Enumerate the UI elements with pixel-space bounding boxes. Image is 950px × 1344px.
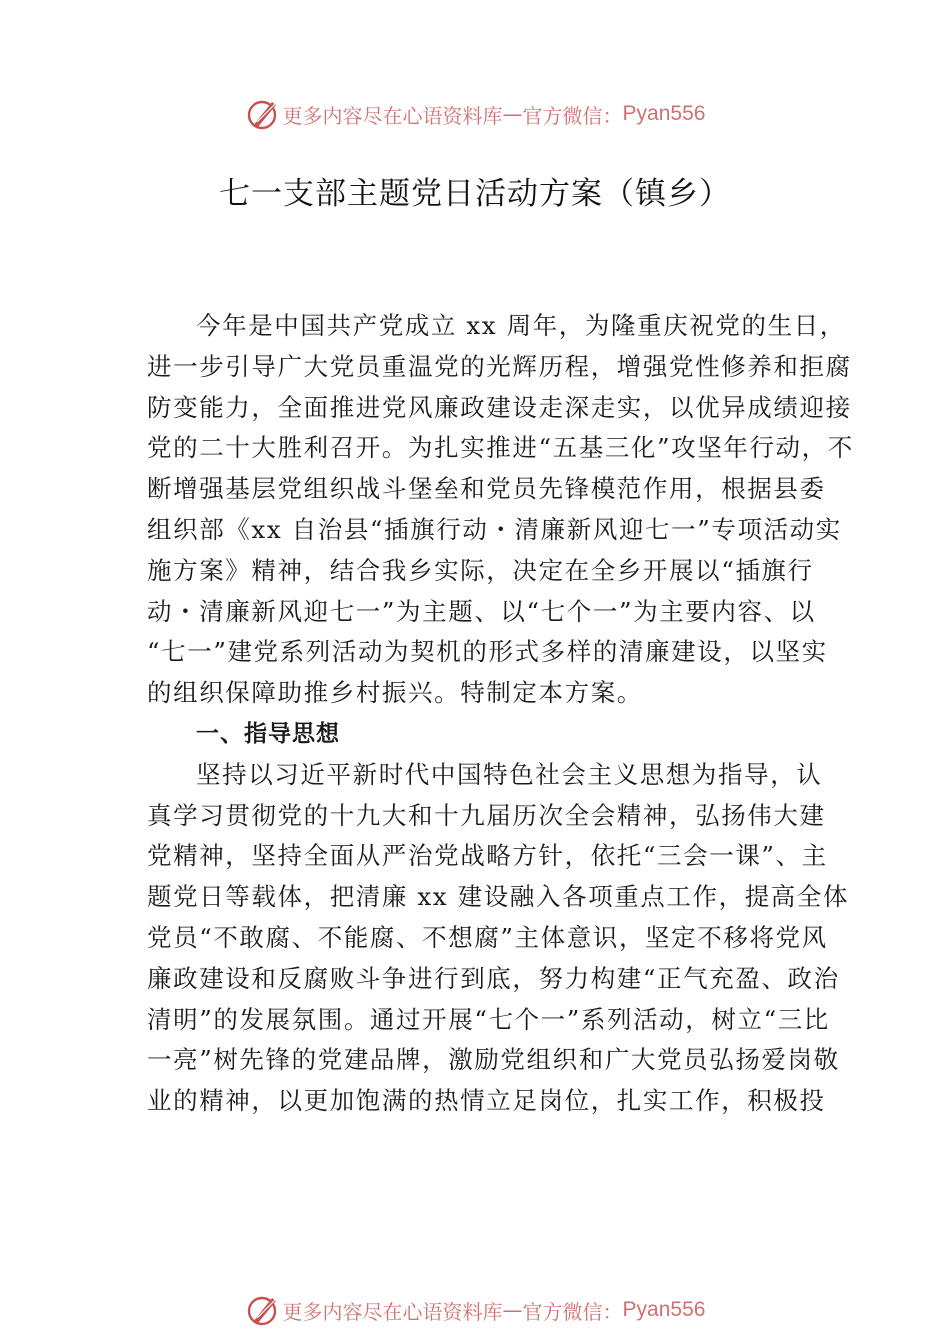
banner-library-text: 更多内容尽在心语资料库 — [282, 1299, 503, 1324]
paragraph-line: 真学习贯彻党的十九大和十九届历次全会精神，弘扬伟大建 — [147, 800, 826, 830]
paragraph-line: 防变能力，全面推进党风廉政建设走深走实，以优异成绩迎接 — [147, 392, 852, 422]
paragraph-line: 党精神，坚持全面从严治党战略方针，依托“三会一课”、主 — [147, 841, 828, 871]
document-title: 七一支部主题党日活动方案（镇乡） — [219, 176, 731, 212]
paragraph-line: 廉政建设和反腐败斗争进行到底，努力构建“正气充盈、政治 — [147, 963, 840, 993]
paragraph-line: 今年是中国共产党成立 xx 周年，为隆重庆祝党的生日， — [196, 311, 846, 340]
quill-logo-icon — [245, 96, 281, 132]
banner-official-label: 官方微信： — [522, 103, 623, 128]
paragraph-line: 的组织保障助推乡村振兴。特制定本方案。 — [147, 678, 643, 708]
paragraph-line: 进一步引导广大党员重温党的光辉历程，增强党性修养和拒腐 — [147, 351, 852, 381]
paragraph-line: 动・清廉新风迎七一”为主题、以“七个一”为主要内容、以 — [147, 596, 816, 626]
document-body — [147, 306, 854, 1122]
paragraph-line: 业的精神，以更加饱满的热情立足岗位，扎实工作，积极投 — [147, 1086, 826, 1116]
banner-wechat-id: Pyan556 — [622, 1298, 706, 1321]
paragraph-line: 施方案》精神，结合我乡实际，决定在全乡开展以“插旗行 — [147, 555, 814, 585]
paragraph-line: 党的二十大胜利召开。为扎实推进“五基三化”攻坚年行动，不 — [147, 433, 854, 463]
paragraph-line: 一亮”树先锋的党建品牌，激励党组织和广大党员弘扬爱岗敬 — [147, 1045, 840, 1075]
banner-dash: — — [502, 102, 523, 126]
paragraph-line: “七一”建党系列活动为契机的形式多样的清廉建设，以坚实 — [147, 637, 828, 667]
banner-wechat-id: Pyan556 — [622, 102, 706, 125]
banner-library-text: 更多内容尽在心语资料库 — [282, 103, 503, 128]
footer-watermark-banner — [0, 1290, 950, 1330]
paragraph-line: 断增强基层党组织战斗堡垒和党员先锋模范作用，根据县委 — [147, 474, 826, 504]
banner-dash: — — [502, 1298, 523, 1322]
header-watermark-banner — [0, 94, 950, 134]
paragraph-line: 组织部《xx 自治县“插旗行动・清廉新风迎七一”专项活动实 — [147, 514, 842, 544]
paragraph-line: 坚持以习近平新时代中国特色社会主义思想为指导，认 — [196, 759, 823, 789]
quill-logo-icon — [245, 1292, 281, 1328]
paragraph-line: 党员“不敢腐、不能腐、不想腐”主体意识，坚定不移将党风 — [147, 922, 828, 952]
paragraph-line: 清明”的发展氛围。通过开展“七个一”系列活动，树立“三比 — [147, 1004, 830, 1034]
banner-official-label: 官方微信： — [522, 1299, 623, 1324]
paragraph-line: 题党日等载体，把清廉 xx 建设融入各项重点工作，提高全体 — [147, 882, 850, 912]
section-heading: 一、指导思想 — [196, 720, 340, 747]
